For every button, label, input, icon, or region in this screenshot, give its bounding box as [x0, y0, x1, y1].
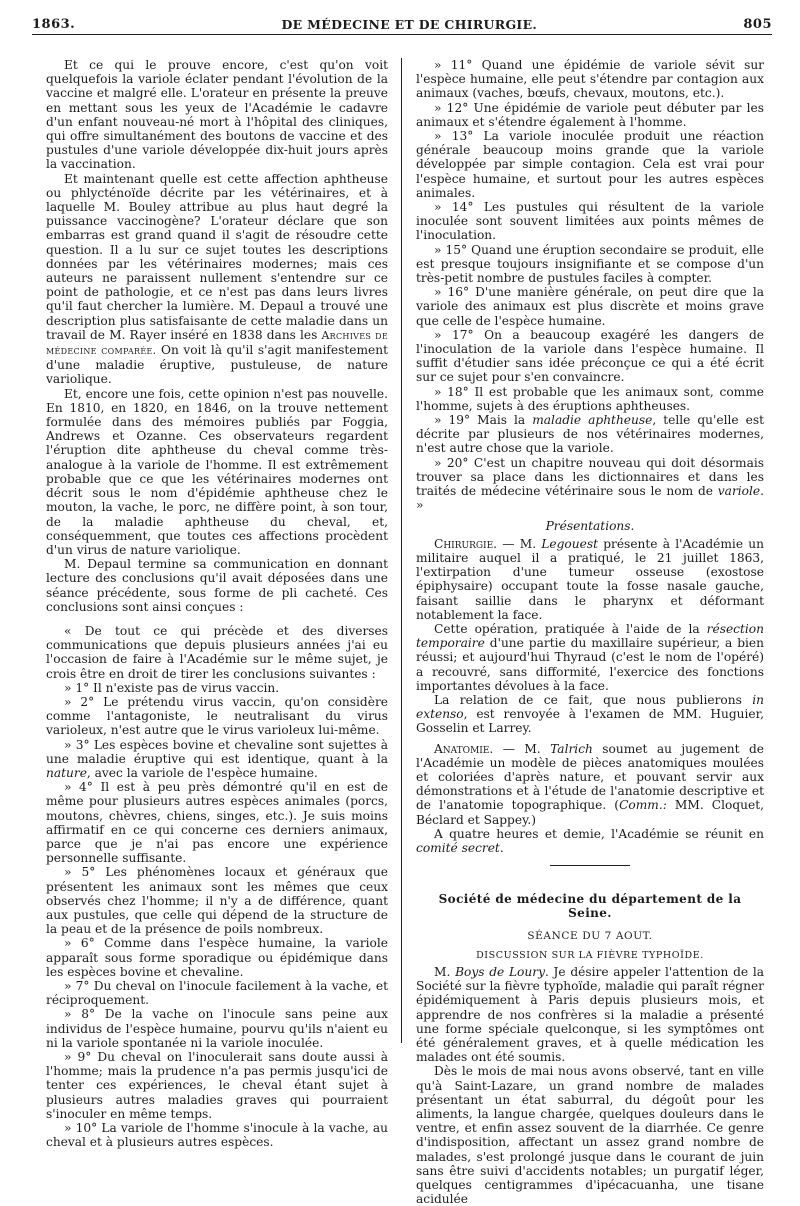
conclusion-item: [416, 456, 764, 513]
header-rule: [32, 34, 772, 35]
paragraph: Et, encore une fois, cette opinion n'est pas nouvelle. En 1810, en 1820, en 1846, on la trouve nettement formulée dans des mémoires publiés par Foggia, Andrews et Ozanne. Ces observateurs regardent l'éruption dite aphtheuse du cheval comme très-analogue à la variole de l'homme. Il est extrêmement probable que ce que les vétérinaires modernes ont décrit sous le nom d'épidémie aphtheuse chez le mouton, la vache, le porc, ne diffère point, à son tour, de la maladie aphtheuse du cheval, et, conséquemment, que toutes ces affections procèdent d'un virus de nature variolique.: [46, 386, 388, 557]
conclusion-item: » 9° Du cheval on l'inoculerait sans doute aussi à l'homme; mais la prudence n'a pas permis jusqu'ici de tenter ces expériences, le cheval étant sujet à plusieurs autres maladies graves qui pourraient s'inoculer en même temps.: [46, 1050, 388, 1121]
text-run: . »: [416, 484, 764, 513]
text-run: » 3° Les espèces bovine et chevaline sont sujettes à une maladie éruptive qui est identique, quant à la: [46, 737, 388, 766]
paragraph: M. Depaul termine sa communication en donnant lecture des conclusions qu'il avait déposées dans une séance précédente, sous forme de pli cacheté. Ces conclusions sont ainsi conçues :: [46, 557, 388, 614]
conclusion-item: » 7° Du cheval on l'inocule facilement à la vache, et réciproquement.: [46, 979, 388, 1008]
text-run: , avec la variole de l'espèce humaine.: [86, 765, 318, 780]
conclusion-item: » 2° Le prétendu virus vaccin, qu'on considère comme l'antagoniste, le neutralisant du virus varioleux, n'est autre que le virus varioleux lui-même.: [46, 694, 388, 738]
italic-run: nature: [46, 765, 87, 780]
conclusion-item: » 11° Quand une épidémie de variole sévit sur l'espèce humaine, elle peut s'étendre par contagion aux animaux (vaches, bœufs, chevaux, moutons, etc.).: [416, 58, 764, 101]
text-run: .: [499, 840, 504, 855]
society-title: Société de médecine du département de la Seine.: [438, 892, 742, 921]
italic-run: Comm.:: [619, 798, 667, 813]
italic-run: comité secret: [416, 840, 500, 855]
italic-run: in extenso: [416, 692, 764, 722]
conclusion-intro: « De tout ce qui précède et des diverses communications que depuis plusieurs années j'ai eu l'occasion de faire à l'Académie sur le même sujet, je crois être en droit de tirer les conclusions suivantes :: [46, 623, 388, 681]
text-run: . Je désire appeler l'attention de la Société sur la fièvre typhoïde, maladie qui paraît régner épidémiquement à Paris depuis plusieurs mois, et apprendre de nos confrères si la maladie a présenté une forme spéciale quelconque, si les symptômes ont été généralement graves, et à quelle médication les malades ont été soumis.: [416, 964, 764, 1065]
rubric-label: Anatomie.: [434, 741, 494, 756]
text-run: d'une partie du maxillaire supérieur, a bien réussi; et aujourd'hui Thyraud (c'est le nom de l'opéré) a recouvré, sans difformité, l'exercice des fonctions importantes dévolues à la face.: [416, 636, 764, 693]
header-title: DE MÉDECINE ET DE CHIRURGIE.: [281, 17, 538, 32]
session-heading: SÉANCE DU 7 AOUT.: [527, 929, 653, 942]
paragraph: [416, 827, 764, 855]
right-column: [416, 58, 764, 1206]
conclusion-item: [416, 413, 764, 456]
discussion-heading: DISCUSSION SUR LA FIÈVRE TYPHOÏDE.: [476, 949, 704, 961]
paragraph: [416, 965, 764, 1064]
text-run: soumet au jugement de l'Académie un modèle de pièces anatomiques moulées et coloriées d'après nature, et pouvant servir aux démonstrations et à l'étude de l'anatomie descriptive et de l'anatomie topographique. (: [416, 741, 764, 813]
italic-run: variole: [717, 484, 761, 499]
header-year: 1863.: [32, 17, 76, 32]
conclusion-item: » 18° Il est probable que les animaux sont, comme l'homme, sujets à des éruptions aphtheuses.: [416, 384, 764, 413]
text-run: M.: [434, 964, 456, 979]
text-run: A quatre heures et demie, l'Académie se réunit en: [434, 826, 764, 841]
text-run: » 19° Mais la: [434, 413, 533, 428]
section-title: Présentations.: [545, 518, 635, 533]
text-run: , est renvoyée à l'examen de MM. Huguier, Gosselin et Larrey.: [416, 707, 764, 736]
text-run: MM. Cloquet, Béclard et Sappey.): [416, 798, 764, 827]
conclusion-item: » 8° De la vache on l'inocule sans peine aux individus de l'espèce humaine, pourvu qu'ils n'aient eu ni la variole spontanée ni la variole inoculée.: [46, 1007, 388, 1050]
text-run: présente à l'Académie un militaire auquel il a pratiqué, le 21 juillet 1863, l'extirpation d'une tumeur osseuse (exostose épiphysaire) occupant toute la fosse nasale gauche, faisant saillie dans le pharynx et déformant notablement la face.: [416, 536, 764, 622]
conclusion-item: » 16° D'une manière générale, on peut dire que la variole des animaux est plus discrète et moins grave que celle de l'espèce humaine.: [416, 285, 764, 328]
paragraph: [416, 622, 764, 693]
text-run: — M.: [493, 741, 551, 756]
paragraph: [46, 172, 388, 387]
page-number: 805: [743, 17, 772, 32]
conclusion-item: » 13° La variole inoculée produit une réaction générale beaucoup moins grande que la variole développée par simple contagion. Cela est vrai pour l'espèce humaine, et surtout pour les autres espèces animales.: [416, 129, 764, 200]
conclusion-item: » 1° Il n'existe pas de virus vaccin.: [64, 680, 280, 695]
text-run: Cette opération, pratiquée à l'aide de la: [434, 621, 707, 636]
paragraph: [416, 742, 764, 827]
left-column: [46, 58, 388, 1149]
conclusion-item: » 15° Quand une éruption secondaire se produit, elle est presque toujours insignifiante et se compose d'un très-petit nombre de pustules faciles à compter.: [416, 242, 764, 286]
author-name: Boys de Loury: [455, 964, 545, 979]
section-divider: [550, 865, 630, 866]
conclusion-item: » 6° Comme dans l'espèce humaine, la variole apparaît sous forme sporadique ou épidémique dans les espèces bovine et chevaline.: [46, 936, 388, 979]
rubric-label: Chirurgie.: [434, 536, 498, 551]
conclusion-item: » 5° Les phénomènes locaux et généraux que présentent les animaux sont les mêmes que ceux observés chez l'homme; il n'y a de différence, quant aux pustules, que celle qui dépend de la structure de la peau et de la présence de poils nombreux.: [46, 865, 388, 937]
text-run: On voit là qu'il s'agit manifestement d'une maladie éruptive, pustuleuse, de nature variolique.: [46, 343, 388, 387]
conclusion-item: » 17° On a beaucoup exagéré les dangers de l'inoculation de la variole dans l'espèce humaine. Il suffit d'étudier sans idée préconçue ce qui a été écrit sur ce sujet pour s'en convaincre.: [416, 327, 764, 385]
column-divider: [401, 58, 402, 1043]
text-run: , telle qu'elle est décrite par plusieurs de nos vétérinaires modernes, n'est autre chose que la variole.: [416, 413, 764, 456]
text-run: » 20° C'est un chapitre nouveau qui doit désormais trouver sa place dans les dictionnaires et dans les traités de médecine vétérinaire sous le nom de: [416, 455, 764, 499]
paragraph: [416, 693, 764, 736]
running-header: [32, 8, 772, 32]
text-run: La relation de ce fait, que nous publierons: [434, 692, 753, 707]
conclusion-item: » 14° Les pustules qui résultent de la variole inoculée sont souvent limitées aux points mêmes de l'inoculation.: [416, 200, 764, 243]
italic-run: maladie aphtheuse: [532, 413, 653, 428]
journal-reference: Archives de médecine comparée.: [46, 328, 389, 358]
text-run: Et maintenant quelle est cette affection aphtheuse ou phlycténoïde décrite par les vétérinaires, et à laquelle M. Bouley attribue au plus haut degré la puissance vaccinogène? L'orateur déclare que son embarras est grand quand il s'agit de résoudre cette question. Il a lu sur ce sujet toutes les descriptions données par les vétérinaires modernes; mais ces auteurs ne paraissent nullement s'entendre sur ce point de pathologie, et ce n'est pas dans leurs livres qu'il faut chercher la lumière. M. Depaul a trouvé une description plus satisfaisante de cette maladie dans un travail de M. Rayer inséré en 1838 dans les: [46, 171, 388, 342]
author-name: Talrich: [550, 741, 593, 756]
conclusion-item: » 12° Une épidémie de variole peut débuter par les animaux et s'étendre également à l'homme.: [416, 100, 764, 129]
conclusion-item: [46, 738, 388, 781]
paragraph: Dès le mois de mai nous avons observé, tant en ville qu'à Saint-Lazare, un grand nombre de malades présentant un état saburral, du dégoût pour les aliments, la langue chargée, quelques douleurs dans le ventre, et enfin assez souvent de la diarrhée. Ce genre d'indisposition, affectant un assez grand nombre de malades, s'est prolongé jusque dans le courant de juin sans être suivi d'accidents notables; un purgatif léger, quelques centigrammes d'ipécacuanha, une tisane acidulée: [416, 1064, 764, 1206]
paragraph: [416, 537, 764, 622]
italic-run: résection temporaire: [416, 621, 764, 651]
paragraph: Et ce qui le prouve encore, c'est qu'on voit quelquefois la variole éclater pendant l'évolution de la vaccine et malgré elle. L'orateur en présente la preuve en mettant sous les yeux de l'Académie le cadavre d'un enfant nouveau-né mort à l'hôpital des cliniques, qui offre simultanément des boutons de vaccine et des pustules d'une variole développée dix-huit jours après la vaccination.: [46, 58, 388, 172]
conclusion-item: » 10° La variole de l'homme s'inocule à la vache, au cheval et à plusieurs autres espèces.: [46, 1121, 388, 1150]
text-run: — M.: [497, 536, 542, 551]
author-name: Legouest: [541, 536, 598, 551]
conclusion-item: » 4° Il est à peu près démontré qu'il en est de même pour plusieurs autres espèces animales (porcs, moutons, chèvres, chiens, singes, etc.). Je suis moins affirmatif en ce qui concerne ces derniers animaux, parce que je n'ai pas encore une expérience personnelle suffisante.: [46, 780, 388, 866]
